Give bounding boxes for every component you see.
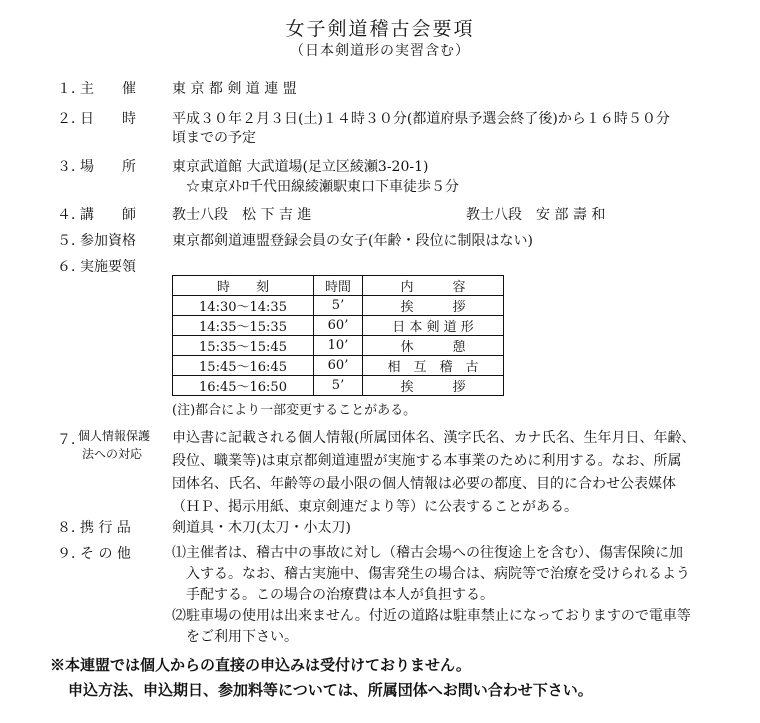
privacy-label [78, 427, 158, 463]
document-subtitle: （日本剣道形の実習含む） [290, 43, 470, 59]
table-row [173, 316, 504, 336]
other-line: ⑵駐車場の使用は出来ません。付近の道路は駐車禁止になっておりますので電車等 [172, 608, 691, 624]
datetime-line-2: 頃までの予定 [172, 130, 256, 146]
content-cell: 挨 拶 [363, 296, 504, 316]
table-row [173, 296, 504, 316]
table-row [173, 336, 504, 356]
time-cell: 15:35～15:45 [173, 336, 314, 356]
document-title: 女子剣道稽古会要項 [285, 18, 475, 40]
organizer-value: 東 京 都 剣 道 連 盟 [172, 81, 297, 97]
section-number: ３． [57, 159, 85, 175]
section-label: そ の 他 [80, 546, 131, 562]
privacy-line: 申込書に記載される個人情報(所属団体名、漢字氏名、カナ氏名、生年月日、年齢、 [172, 430, 696, 446]
section-number: ８． [57, 520, 85, 536]
instructor-1: 教士八段 松 下 吉 進 [172, 207, 312, 223]
section-number: ７． [57, 432, 85, 448]
duration-cell: 60’ [314, 356, 363, 376]
section-number: ４． [57, 207, 85, 223]
duration-cell: 5’ [314, 296, 363, 316]
instructor-2: 教士八段 安 部 壽 和 [466, 207, 606, 223]
schedule-header-row [173, 276, 504, 296]
section-label: 携 行 品 [80, 520, 131, 536]
content-cell: 相 互 稽 古 [363, 356, 504, 376]
time-cell: 14:35～15:35 [173, 316, 314, 336]
content-cell: 休 憩 [363, 336, 504, 356]
belongings-value: 剣道具・木刀(太刀・小太刀) [172, 520, 351, 536]
privacy-line: （ＨＰ、掲示用紙、東京剣連だより等）に公表することがある。 [172, 499, 578, 515]
place-access: ☆東京ﾒﾄﾛ千代田線綾瀬駅東口下車徒歩５分 [186, 179, 459, 195]
header-time: 時 刻 [173, 276, 314, 296]
time-cell: 16:45～16:50 [173, 376, 314, 396]
section-label: 実施要領 [80, 259, 136, 275]
schedule-table [172, 275, 504, 396]
privacy-text [172, 427, 732, 519]
time-cell: 14:30～14:35 [173, 296, 314, 316]
section-number: １． [57, 81, 85, 97]
header-content: 内 容 [363, 276, 504, 296]
other-text [172, 543, 732, 648]
header-duration: 時間 [314, 276, 363, 296]
table-row [173, 356, 504, 376]
privacy-line: 段位、職業等)は東京都剣道連盟が実施する本事業のために利用する。なお、所属 [172, 453, 682, 469]
section-label: 場 所 [80, 159, 136, 175]
other-line: ⑴主催者は、稽古中の事故に対し（稽古会場への往復途上を含む）、傷害保険に加 [172, 545, 683, 561]
footer-notice-1: ※本連盟では個人からの直接の申込みは受付けておりません。 [50, 656, 471, 674]
other-line: 手配する。この場合の治療費は本人が負担する。 [172, 587, 494, 603]
content-cell: 日 本 剣 道 形 [363, 316, 504, 336]
section-label: 参加資格 [80, 233, 136, 249]
section-label: 日 時 [80, 111, 136, 127]
duration-cell: 60’ [314, 316, 363, 336]
section-label: 主 催 [80, 81, 136, 97]
other-line: 入する。なお、稽古実施中、傷害発生の場合は、病院等で治療を受けられるよう [172, 566, 690, 582]
privacy-label-line-2: 法への対応 [82, 447, 143, 461]
other-line: をご利用下さい。 [172, 629, 298, 645]
section-number: ６． [57, 259, 85, 275]
privacy-label-line-1: 個人情報保護 [78, 429, 151, 443]
time-cell: 15:45～16:45 [173, 356, 314, 376]
schedule-note: (注)都合により一部変更することがある。 [172, 403, 417, 418]
footer-notice-2: 申込方法、申込期日、参加料等については、所属団体へお問い合わせ下さい。 [68, 681, 593, 699]
eligibility-value: 東京都剣道連盟登録会員の女子(年齢・段位に制限はない) [172, 233, 533, 249]
duration-cell: 5’ [314, 376, 363, 396]
privacy-line: 団体名、氏名、年齢等の最小限の個人情報は必要の都度、目的に合わせ公表媒体 [172, 476, 676, 492]
section-number: ２． [57, 111, 85, 127]
section-label: 講 師 [80, 207, 136, 223]
section-number: ９． [57, 546, 85, 562]
content-cell: 挨 拶 [363, 376, 504, 396]
table-row [173, 376, 504, 396]
place-line-1: 東京武道館 大武道場(足立区綾瀬3-20-1) [172, 159, 429, 175]
section-number: ５． [57, 233, 85, 249]
duration-cell: 10’ [314, 336, 363, 356]
datetime-line-1: 平成３０年２月３日(土)１４時３０分(都道府県予選会終了後)から１６時５０分 [172, 111, 670, 127]
